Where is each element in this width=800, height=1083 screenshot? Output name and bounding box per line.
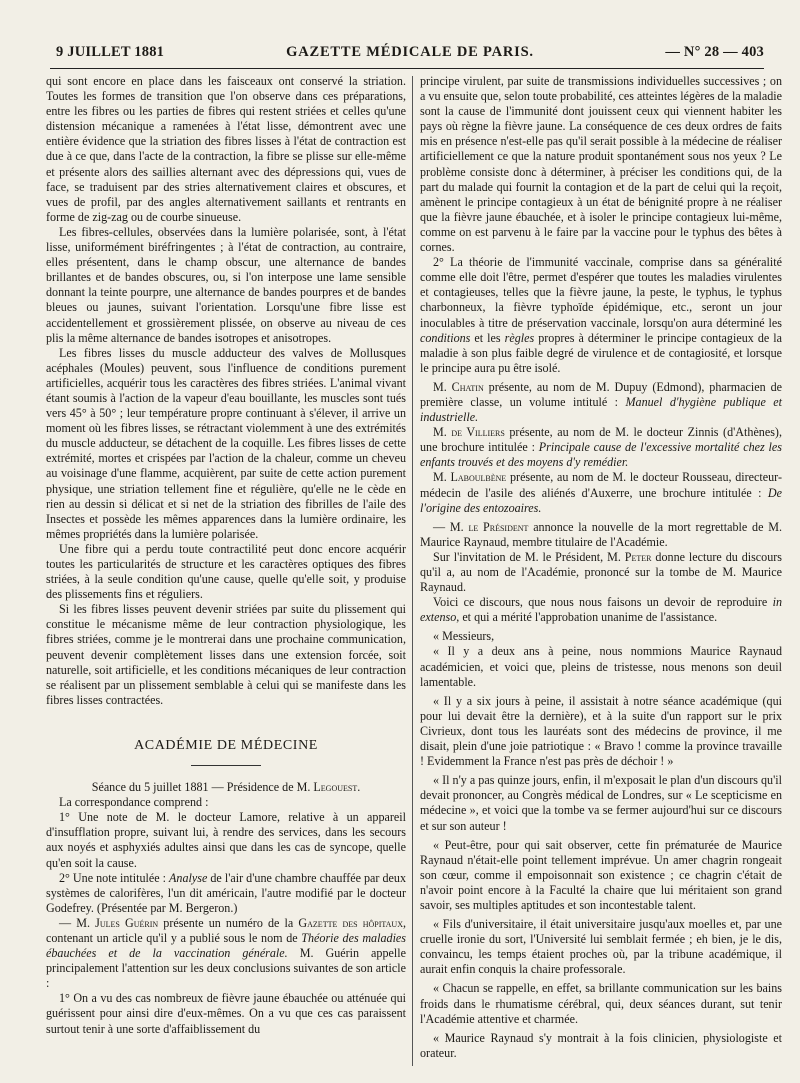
paragraph (46, 871, 406, 916)
paragraph (420, 550, 782, 595)
text-run: — M. (433, 519, 469, 534)
paragraph (420, 470, 782, 515)
italic-run: conditions (420, 330, 471, 345)
text-run: présente, au nom de M. le docteur Zinnis (d'Athènes), une brochure intitulée : (420, 425, 782, 455)
text-run: annonce la nouvelle de la mort regrettable de M. Maurice Raynaud, membre titulaire de l'Académie. (420, 519, 783, 549)
paragraph (420, 255, 782, 376)
header-rule (50, 68, 764, 69)
italic-run: règles (504, 330, 535, 345)
journal-title: GAZETTE MÉDICALE DE PARIS. (286, 44, 534, 60)
session-end: . (357, 780, 361, 795)
paragraph (420, 520, 782, 550)
paragraph (420, 595, 782, 625)
text-run: M. Guérin appelle principalement l'attention sur les deux conclusions suivantes de son article : (46, 946, 406, 991)
issue-date: 9 JUILLET 1881 (56, 44, 165, 60)
section-title: ACADÉMIE DE MÉDECINE (134, 737, 318, 753)
paragraph: « Il n'y a pas quinze jours, enfin, il m'exposait le plan d'un discours qu'il devait prononcer, au Congrès médical de Londres, sur « Le scepticisme en médecine », et voici que la tombe va se fermer aujourd'hui sur ce discours et sur son auteur ! (420, 773, 782, 833)
paragraph: « Fils d'universitaire, il était universitaire jusqu'aux moelles et, par une cruelle ironie du sort, l'Université lui semblait fermée ; eh bien, je le dis, convaincu, les temps étaient proches où, par la tribune académique, il aurait enfin conquis la chaire professorale. (420, 917, 782, 977)
text-run: M. (433, 379, 452, 394)
paragraph: 1° Une note de M. le docteur Lamore, relative à un appareil d'insufflation propre, suivant lui, à rendre des services, dans les secours aux noyés et asphyxiés adultes ainsi que dans les cas de syncope, quelle qu'en soit la cause. (46, 810, 406, 870)
italic-run: Manuel d'hygiène publique et industrielle. (420, 394, 782, 425)
left-column (46, 74, 406, 1037)
paragraph: « Il y a deux ans à peine, nous nommions Maurice Raynaud académicien, et voici que, pleins de tristesse, nous menons son deuil lamentable. (420, 644, 782, 689)
smallcaps-run: Jules Guérin (95, 915, 159, 930)
running-head (56, 44, 764, 64)
text-run: présente, au nom de M. le docteur Rousseau, directeur-médecin de l'asile des aliénés d'Auxerre, une brochure intitulée : (420, 470, 782, 500)
issue-page-number: — N° 28 — 403 (665, 44, 764, 60)
paragraph (420, 380, 782, 425)
text-run: présente un numéro de la (158, 915, 299, 930)
smallcaps-run: Chatin (451, 379, 484, 394)
paragraph: « Il y a six jours à peine, il assistait à notre séance académique (qui pour lui devait être la dernière), et à la suite d'un rapport sur le prix Civrieux, dont tous les lauréats sont des médecins de province, il me disait, plein d'une joie patriotique : « Bravo ! comme la province travaille ! Evidemment la France n'est pas près de déchoir ! » (420, 693, 782, 769)
text-run: , contenant un article qu'il y a publié sous le nom de (46, 915, 406, 945)
text-run: M. (433, 470, 451, 485)
paragraph (420, 425, 782, 470)
smallcaps-run: Laboulbène (450, 470, 507, 485)
paragraph: La correspondance comprend : (59, 795, 209, 810)
smallcaps-run: le Président (468, 519, 529, 534)
text-run: — M. (59, 915, 96, 930)
session-line (46, 780, 406, 795)
text-run: propres à déterminer le principe contagieux de la maladie à son plus faible degré de virulence et de contagiosité, et lorsque le principe aura pu être isolé. (420, 330, 782, 375)
text-run: donne lecture du discours qu'il a, au nom de l'Académie, prononcé sur la tombe de M. Maurice Raynaud. (420, 549, 782, 595)
paragraph: 1° On a vu des cas nombreux de fièvre jaune ébauchée ou atténuée qui guérissent pour ainsi dire d'eux-mêmes. On a vu que ces cas paraissent surtout tenir à une sorte d'affaiblissement du (46, 991, 406, 1036)
text-run: et les (470, 330, 505, 345)
smallcaps-run: Peter (624, 549, 652, 564)
text-run: 2° La théorie de l'immunité vaccinale, comprise dans sa généralité comme elle doit l'être, permet d'espérer que toutes les maladies virulentes et contagieuses, telles que la fièvre jaune, la peste, le typhus, le typhus charbonneux, la fièvre typhoïde épidémique, etc., seront un jour inoculables à titre de préservation vaccinale, lorsqu'on aura déterminé les (420, 255, 782, 330)
paragraph (46, 916, 406, 991)
italic-run: Théorie des maladies ébauchées et de la vaccination générale. (46, 930, 406, 961)
paragraph: Une fibre qui a perdu toute contractilité peut donc encore acquérir toutes les particularités de structure et les caractères optiques des fibres striées, à la seule condition qu'une cause, quelle qu'elle soit, y produise des plissements fins et réguliers. (46, 541, 406, 602)
smallcaps-run: de Villiers (451, 425, 505, 440)
text-run: Voici ce discours, que nous nous faisons un devoir de reproduire (433, 595, 773, 610)
italic-run: Analyse (169, 870, 208, 885)
paragraph: principe virulent, par suite de transmissions individuelles successives ; on a vu ensuite que, selon toute probabilité, ces atteintes légères de la maladie sont la cause de l'immunité dont jouissent ceux qui viennent habiter les pays où règne la fièvre jaune. La conséquence de ces deux ordres de faits mis en présence n'est-elle pas qu'il serait possible à la médecine de réaliser artificiellement ce que la nature produit spontanément sous nos yeux ? Le problème consiste donc à déterminer, à préciser les conditions qui, de la part du malade qui fournit la contagion et de la part de celui qui la reçoit, amènent le principe contagieux à un état de bénignité propre à ne réaliser que la fièvre jaune ébauchée, et à isoler le principe contagieux lui-même, comme on est parvenu à le faire par la vaccine pour le typhus des bêtes à cornes. (420, 74, 783, 255)
paragraph: Les fibres lisses du muscle adducteur des valves de Mollusques acéphales (Moules) peuvent, sous l'influence de conditions purement artificielles, acquérir tous les caractères des fibres striées. L'animal vivant étant soumis à l'action de la vapeur d'eau bouillante, les muscles sont tués vers 45° à 50° ; leur température propre continuant à s'élever, il arrive un moment où les fibres lisses, se rétractant violemment à une des extrémités du muscle adducteur, se détachent de la coquille. Les fibres lisses de cette extrémité, mortes et crispées par l'action de la chaleur, comme un cheveu au voisinage d'une flamme, acquièrent, par suite de cette action purement physique, une striation tellement fine et régulière, qu'elle ne le cède en rien au dessin si délicat et si net de la striation des fibrilles de l'aile des Insectes et possède les mêmes apparences dans la lumière ordinaire, les mêmes propriétés dans la lumière polarisée. (46, 345, 406, 541)
paragraph: « Messieurs, (433, 629, 495, 644)
paragraph: Si les fibres lisses peuvent devenir striées par suite du plissement qui constitue le mécanisme même de leur contraction physiologique, les fibres striées, comme je le montrerai dans une prochaine communication, peuvent devenir complètement lisses dans une extension forcée, soit naturelle, soit artificielle, et les conditions mécaniques de leur contraction se réalisent par un plissement semblable à celui qui se manifeste dans les fibres lisses contractées. (46, 602, 406, 707)
session-president: Legouest (313, 780, 358, 795)
text-run: Sur l'invitation de M. le Président, M. (433, 549, 625, 564)
italic-run: Principale cause de l'excessive mortalité chez les enfants trouvés et des moyens d'y remédier. (420, 440, 782, 470)
text-run: présente, au nom de M. Dupuy (Edmond), pharmacien de première classe, un volume intitulé : (420, 379, 782, 409)
paragraph: « Chacun se rappelle, en effet, sa brillante communication sur les bains froids dans le rhumatisme cérébral, qui, deux séances durant, sut tenir l'Académie attentive et charmée. (420, 981, 782, 1026)
section-rule (191, 765, 261, 766)
paragraph: qui sont encore en place dans les faisceaux ont conservé la striation. Toutes les formes de transition que l'on observe dans ces préparations, entre les fibres ou les parties de fibres qui restent striées et celles qu'une distension mécanique a ramenées à l'état lisse, démontrent avec une entière évidence que la striation des fibres lisses à l'état de contraction est due à ce que, dans l'acte de la contraction, la fibre se plisse sur elle-même et présente alors des saillies alternant avec des dépressions qui, vues de face, se traduisent par des stries alternativement claires et obscures, et vues de profil, par des angles alternativement saillants et rentrants en forme de zig-zag ou de courbe sinueuse. (46, 74, 406, 224)
text-run: 2° Une note intitulée : (59, 870, 170, 885)
paragraph: « Peut-être, pour qui sait observer, cette fin prématurée de Maurice Raynaud n'était-elle point tellement imprévue. Un amer chagrin rongeait son cœur, comme il empoisonnait son existence ; ce chagrin c'était de n'avoir point encore à la Faculté la chaire que lui méritaient son grand savoir, ses multiples aptitudes et son incontestable talent. (420, 837, 782, 912)
session-prefix: Séance du 5 juillet 1881 — Présidence de M. (91, 780, 314, 795)
italic-run: De l'origine des entozoaires. (420, 485, 782, 515)
text-run: , et qui a mérité l'approbation unanime de l'assistance. (456, 610, 718, 625)
italic-run: in extenso (420, 595, 782, 625)
paragraph: « Maurice Raynaud s'y montrait à la fois clinicien, physiologiste et orateur. (420, 1030, 782, 1060)
right-column (420, 74, 782, 1061)
smallcaps-run: Gazette des hôpitaux (298, 915, 403, 930)
column-rule (412, 76, 413, 1066)
text-run: M. (433, 425, 452, 440)
paragraph: Les fibres-cellules, observées dans la lumière polarisée, sont, à l'état lisse, uniformément biréfringentes ; à l'état de contraction, au contraire, elles présentent, dans le champ obscur, une alternance de bandes brillantes et de bandes obscures, ou, si l'on interpose une lame sensible donnant la teinte pourpre, une alternance de bandes pourpres et de bandes bleues ou jaunes, suivant l'orientation. Lorsqu'une fibre lisse est accidentellement et grossièrement plissée, on observe au niveau de ces plis la même alternance de bandes isotropes et anisotropes. (46, 224, 406, 345)
text-run: de l'air d'une chambre chauffée par deux systèmes de calorifères, l'un dit américain, l'autre modifié par le docteur Godefrey. (Présentée par M. Bergeron.) (46, 870, 406, 915)
